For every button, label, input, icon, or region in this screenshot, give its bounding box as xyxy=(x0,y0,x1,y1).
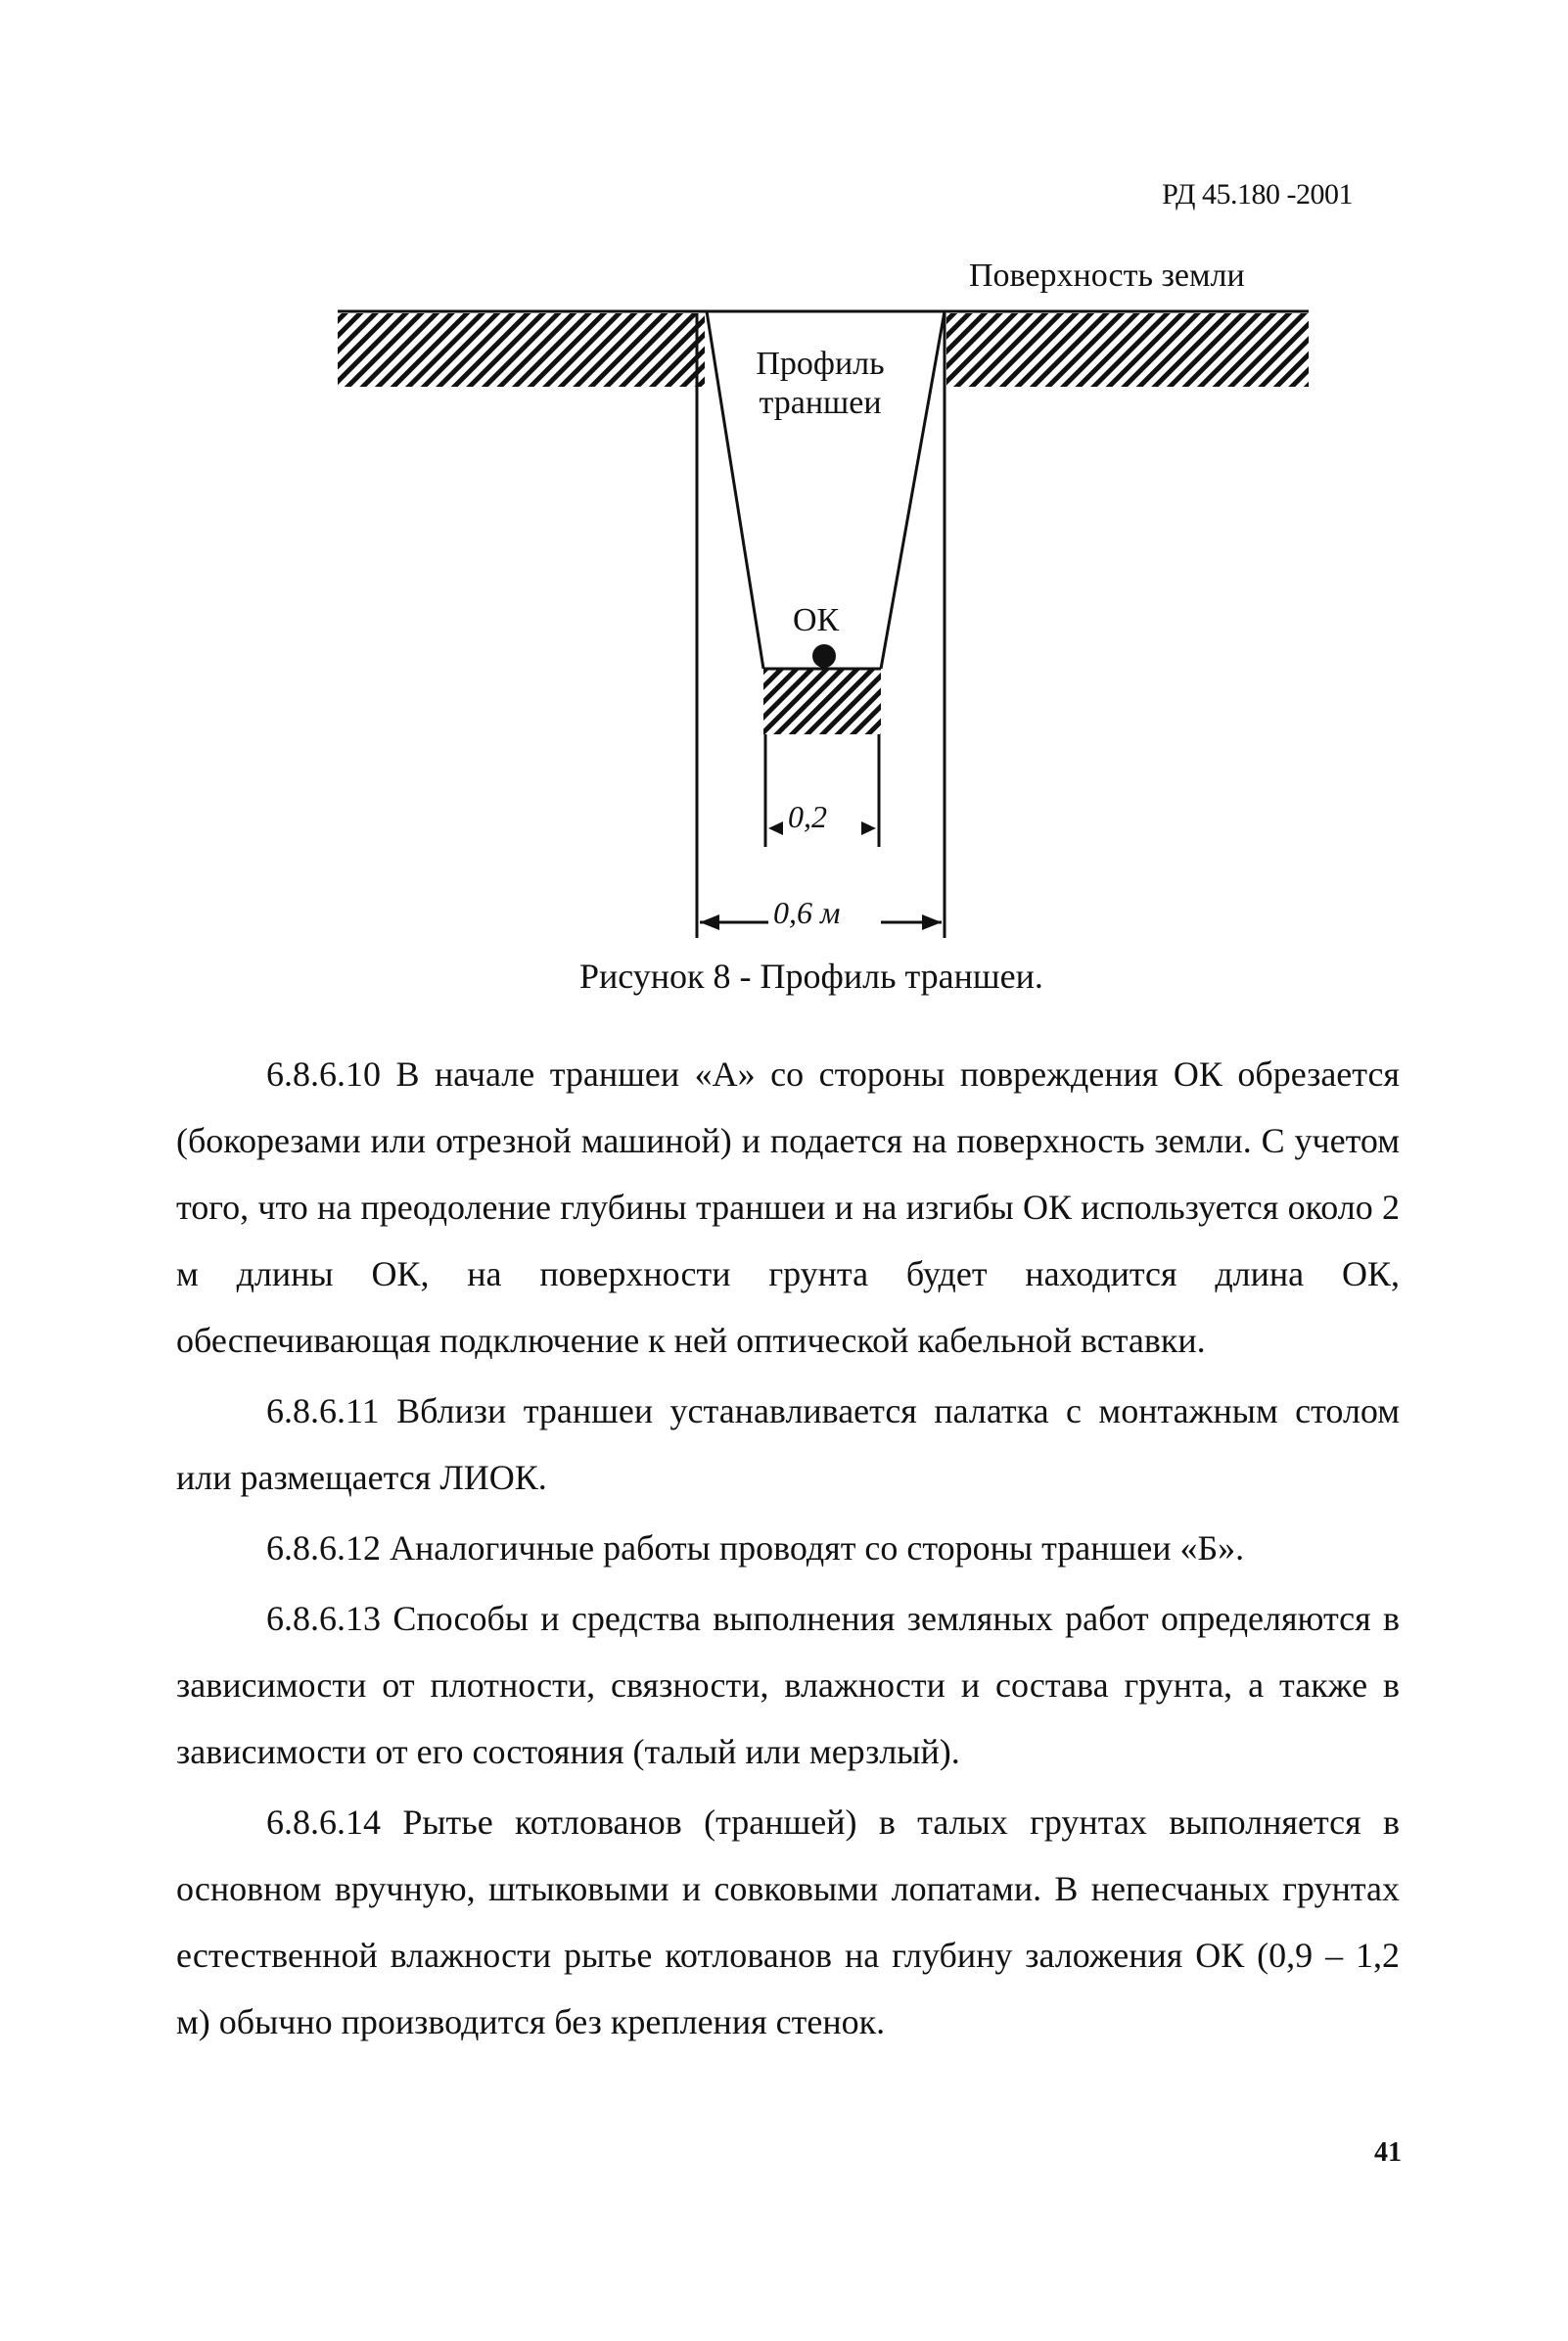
figure-caption: Рисунок 8 - Профиль траншеи. xyxy=(579,957,1043,996)
document-code: РД 45.180 -2001 xyxy=(1162,178,1353,211)
surface-label: Поверхность земли xyxy=(969,258,1245,294)
paragraph-6-8-6-13: 6.8.6.13 Способы и средства выполнения земляных работ определяются в зависимости от плотности, связности, влажности и состава грунта, а также в зависимости от его состояния (талый или мерзлый). xyxy=(176,1599,1400,1771)
ground-hatch-left xyxy=(338,313,705,387)
dim-06-arrow-right xyxy=(922,914,942,930)
dim-02-arrow-left xyxy=(768,821,783,835)
dimension-0-6-label: 0,6 м xyxy=(773,895,841,930)
ok-label: ОК xyxy=(793,602,840,638)
dimension-0-2-label: 0,2 xyxy=(788,799,827,834)
trench-diagram xyxy=(0,0,1568,1018)
cable-ok-dot xyxy=(812,644,836,668)
paragraph-6-8-6-14: 6.8.6.14 Рытье котлованов (траншей) в талых грунтах выполняется в основном вручную, штыковыми и совковыми лопатами. В непесчаных грунтах естественной влажности рытье котлованов на глубину заложения ОК (0,9 – 1,2 м) обычно производится без крепления стенок. xyxy=(176,1803,1400,2041)
trench-profile-figure xyxy=(0,0,1568,1018)
paragraph-6-8-6-10: 6.8.6.10 В начале траншеи «А» со стороны повреждения ОК обрезается (бокорезами или отрезной машиной) и подается на поверхность земли. С учетом того, что на преодоление глубины траншеи и на изгибы ОК используется около 2 м длины ОК, на поверхности грунта будет находится длина ОК, обеспечивающая подключение к ней оптической кабельной вставки. xyxy=(176,1054,1400,1360)
ground-hatch-right xyxy=(946,313,1309,387)
paragraph-6-8-6-12: 6.8.6.12 Аналогичные работы проводят со стороны траншеи «Б». xyxy=(266,1528,1245,1568)
trench-profile-label: Профиль траншеи xyxy=(756,346,885,421)
dim-06-arrow-left xyxy=(700,914,719,930)
body-text xyxy=(176,1041,1400,2059)
dim-02-arrow-right xyxy=(861,821,876,835)
page-number: 41 xyxy=(1374,2137,1402,2168)
paragraph-6-8-6-11: 6.8.6.11 Вблизи траншеи устанавливается палатка с монтажным столом или размещается ЛИОК. xyxy=(176,1391,1400,1497)
trench-bottom-hatch xyxy=(763,669,881,734)
